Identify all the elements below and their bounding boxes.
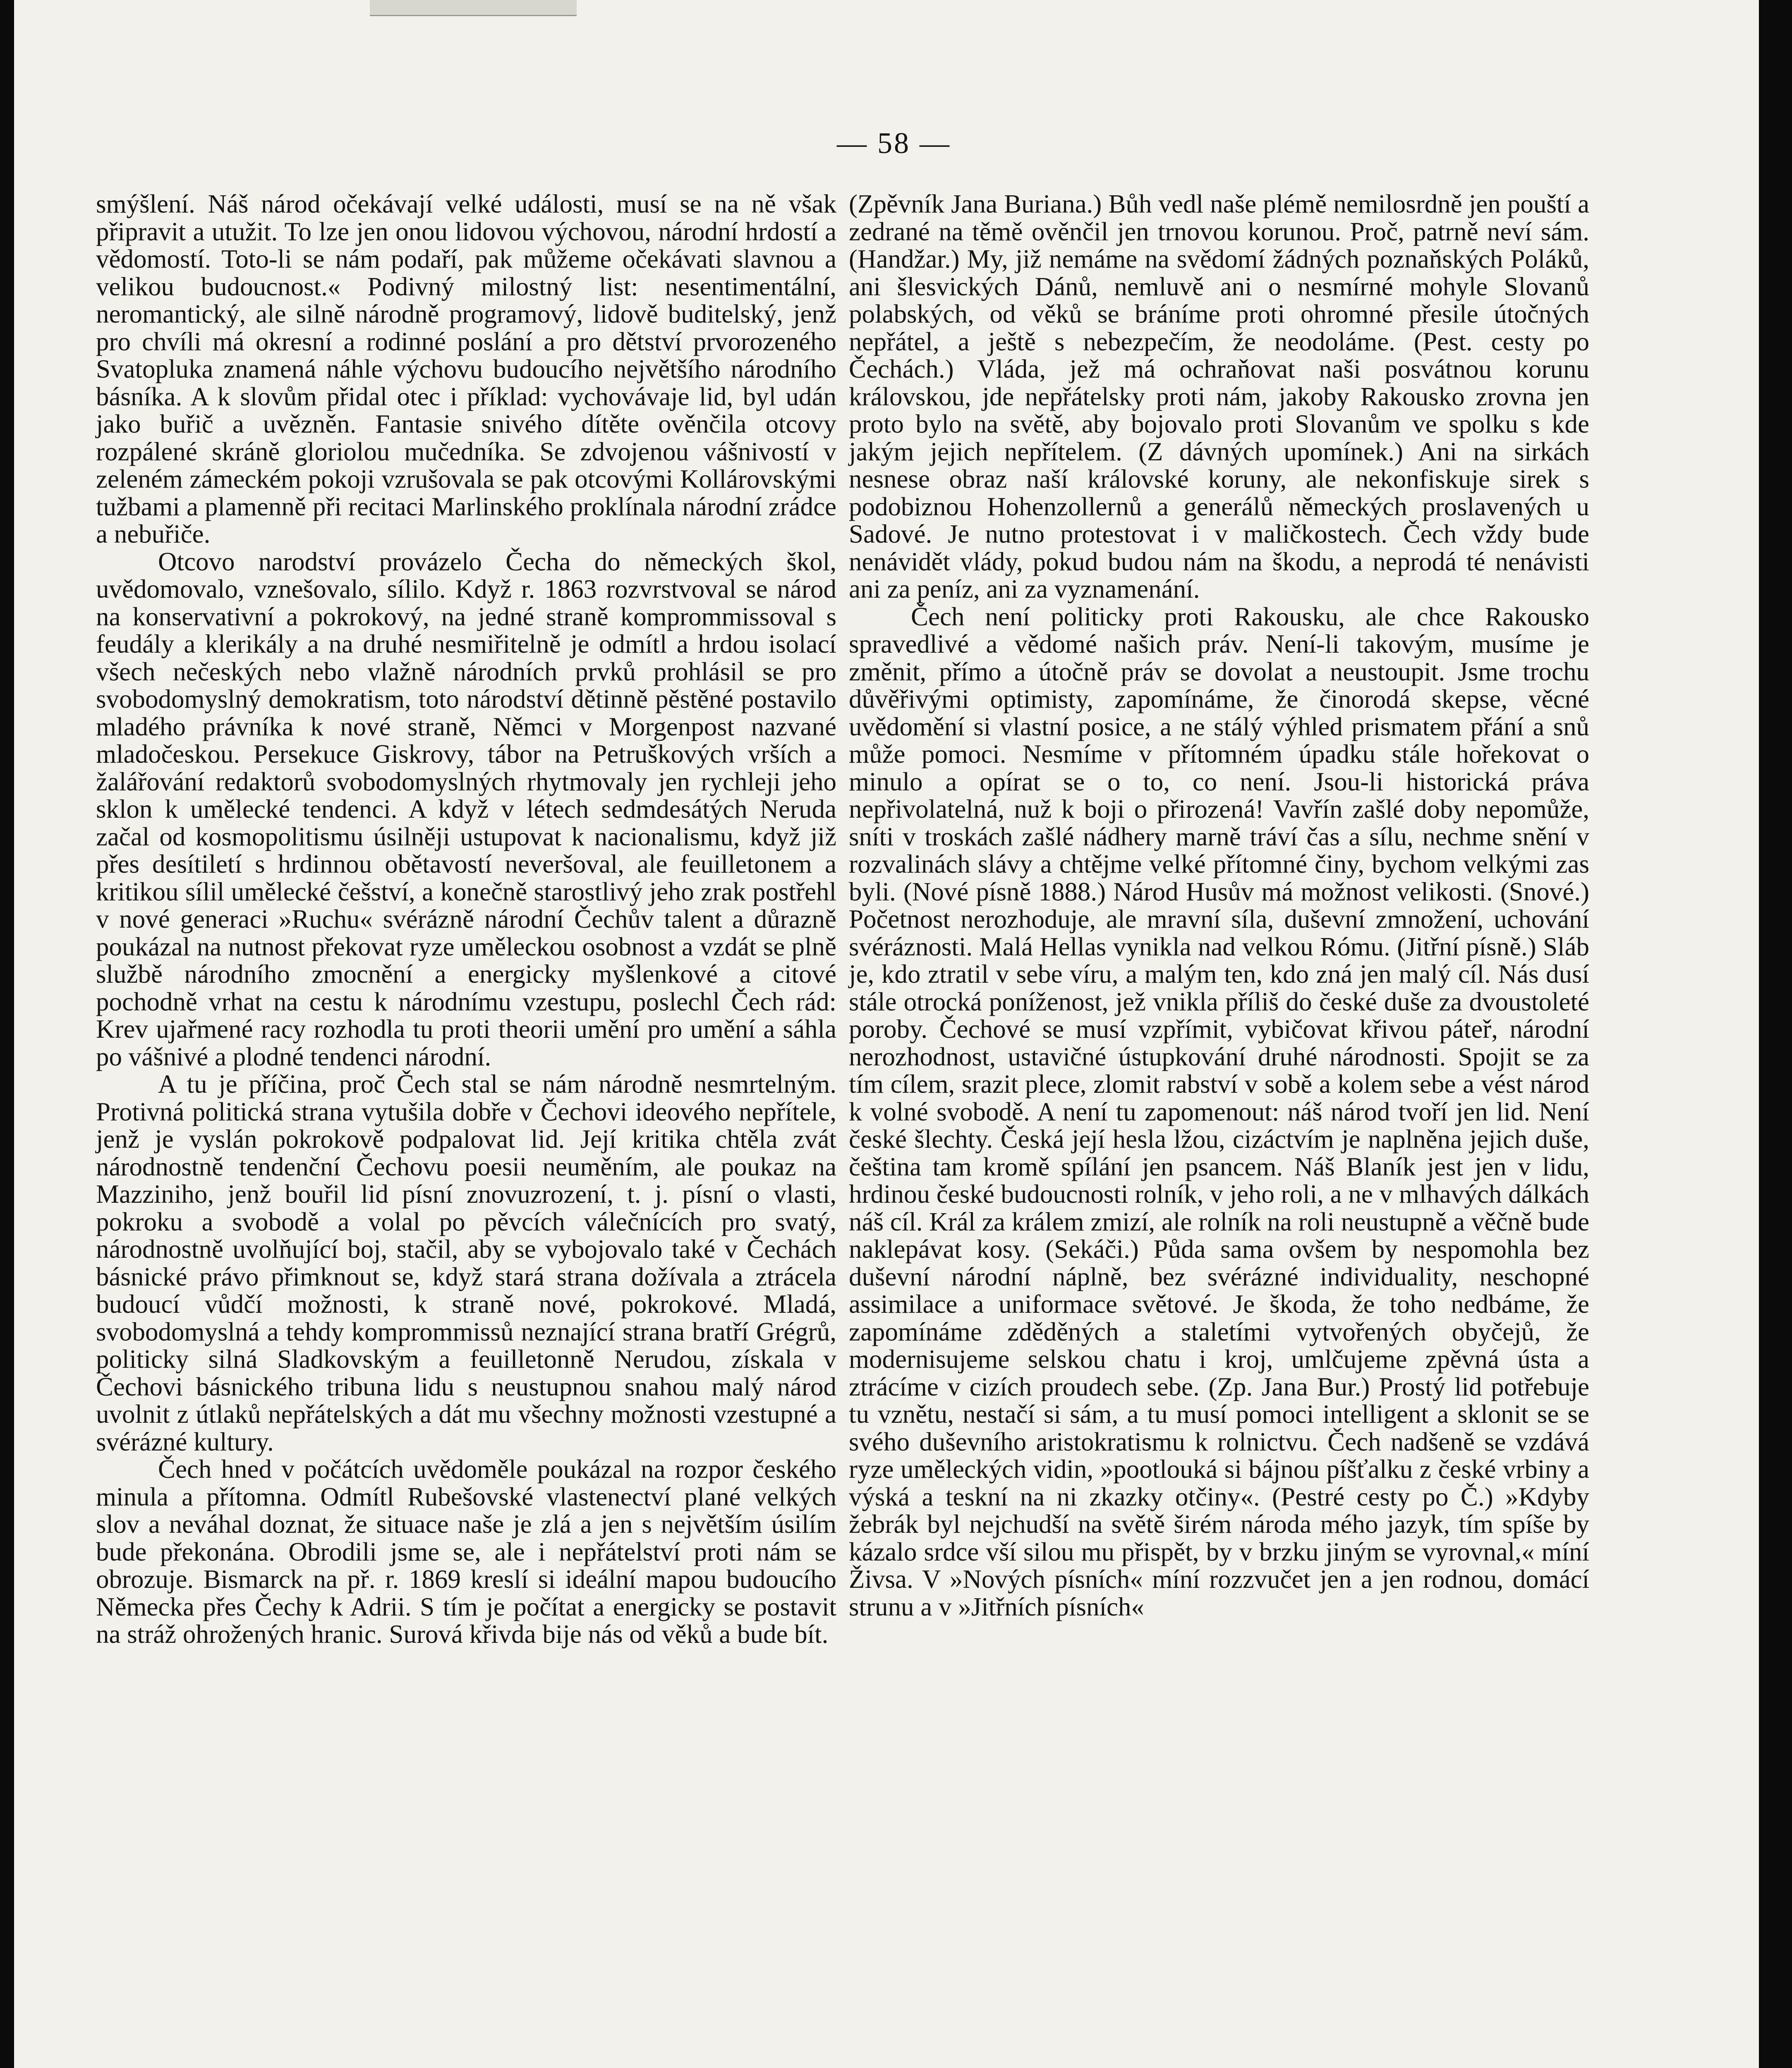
paragraph: smýšlení. Náš národ očekávají velké události, musí se na ně však připravit a utužit. To lze jen onou lidovou výchovou, národní hrdostí a vědomostí. Toto-li se nám podaří, pak můžeme očekávati slavnou a velikou budoucnost.« Podivný milostný list: nesentimentální, neromantický, ale silně národně programový, lidově buditelský, jenž pro chvíli má okresní a rodinné poslání a pro dětství prvorozeného Svatopluka znamená náhle výchovu budoucího největšího národního básníka. A k slovům přidal otec i příklad: vychovávaje lid, byl udán jako buřič a uvězněn. Fantasie snivého dítěte ověnčila otcovy rozpálené skráně gloriolou mučedníka. Se zdvojenou vášnivostí v zeleném zámeckém pokoji vzrušovala se pak otcovými Kollárovskými tužbami a plamenně při recitaci Marlinského proklínala národní zrádce a nebuřiče. <box>96 189 836 548</box>
paragraph: A tu je příčina, proč Čech stal se nám národně nesmrtelným. Protivná politická strana vytušila dobře v Čechovi ideového nepřítele, jenž je vyslán pokrokově podpalovat lid. Její kritika chtěla zvát národnostně tendenční Čechovu poesii neuměním, ale poukaz na Mazziniho, jenž bouřil lid písní znovuzrození, t. j. písní o vlasti, pokroku a svobodě a volal po pěvcích válečnících pro svatý, národnostně uvolňující boj, stačil, aby se vybojovalo také v Čechách básnické právo přimknout se, když stará strana dožívala a ztrácela budoucí vůdčí možnosti, k straně nové, pokrokové. Mladá, svobodomyslná a tehdy komprommissů neznající strana bratří Grégrů, politicky silná Sladkovským a feuilletonně Nerudou, získala v Čechovi básnického tribuna lidu s neustupnou snahou malý národ uvolnit z útlaků nepřátelských a dát mu všechny možnosti vzestupné a svérázné kultury. <box>96 1070 836 1456</box>
right-column <box>849 190 1589 1620</box>
page-tab <box>370 0 577 16</box>
left-column <box>96 190 836 1648</box>
page-number: — 58 — <box>837 127 951 160</box>
scan-border <box>1759 0 1792 2068</box>
paragraph: (Zpěvník Jana Buriana.) Bůh vedl naše plémě nemilosrdně jen pouští a zedrané na těmě ověnčil jen trnovou korunou. Proč, patrně neví sám. (Handžar.) My, již nemáme na svědomí žádných poznaňských Poláků, ani šlesvických Dánů, nemluvě ani o nesmírné mohyle Slovanů polabských, od věků se bráníme proti ohromné přesile útočných nepřátel, a ještě s nebezpečím, že neodoláme. (Pest. cesty po Čechách.) Vláda, jež má ochraňovat naši posvátnou korunu královskou, jde nepřátelsky proti nám, jakoby Rakousko zrovna jen proto bylo na světě, aby bojovalo proti Slovanům ve spolku s kde jakým jejich nepřítelem. (Z dávných upomínek.) Ani na sirkách nesnese obraz naší královské koruny, ale nekonfiskuje sirek s podobiznou Hohenzollernů a generálů německých proslavených u Sadové. Je nutno protestovat i v maličkostech. Čech vždy bude nenávidět vlády, pokud budou nám na škodu, a neprodá té nenávisti ani za peníz, ani za vyznamenání. <box>849 189 1589 603</box>
paragraph: Čech není politicky proti Rakousku, ale chce Rakousko spravedlivé a vědomé našich práv. Není-li takovým, musíme je změnit, přímo a útočně práv se dovolat a neustoupit. Jsme trochu důvěřivými optimisty, zapomínáme, že činorodá skepse, věcné uvědomění si vlastní posice, a ne stálý výhled prismatem přání a snů může pomoci. Nesmíme v přítomném úpadku stále hořekovat o minulo a opírat se o to, co není. Jsou-li historická práva nepřivolatelná, nuž k boji o přirozená! Vavřín zašlé doby nepomůže, sníti v troskách zašlé nádhery marně tráví čas a sílu, nechme snění v rozvalinách slávy a chtějme velké přítomné činy, bychom velkými zas byli. (Nové písně 1888.) Národ Husův má možnost velikosti. (Snové.) Početnost nerozhoduje, ale mravní síla, duševní zmnožení, uchování svéráznosti. Malá Hellas vynikla nad velkou Rómu. (Jitřní písně.) Sláb je, kdo ztratil v sebe víru, a malým ten, kdo zná jen malý cíl. Nás dusí stále otrocká poníženost, jež vnikla příliš do české duše za dvoustoleté poroby. Čechové se musí vzpřímit, vybičovat křivou páteř, národní nerozhodnost, ustavičné ústupkování druhé národnosti. Spojit se za tím cílem, srazit plece, zlomit rabství v sobě a kolem sebe a vést národ k volné svobodě. A není tu zapomenout: náš národ tvoří jen lid. Není české šlechty. Česká její hesla lžou, cizáctvím je naplněna jejich duše, čeština tam kromě spílání jen psancem. Náš Blaník jest jen v lidu, hrdinou české budoucnosti rolník, v jeho roli, a ne v mlhavých dálkách náš cíl. Král za králem zmizí, ale rolník na roli neustupně a věčně bude naklepávat kosy. (Sekáči.) Půda sama ovšem by nespomohla bez duševní národní náplně, bez svérázné individuality, neschopné assimilace a uniformace světové. Je škoda, že toho nedbáme, že zapomínáme zděděných a staletími vytvořených obyčejů, že modernisujeme selskou chatu i kroj, umlčujeme zpěvná ústa a ztrácíme v cizích proudech sebe. (Zp. Jana Bur.) Prostý lid potřebuje tu vznětu, nestačí si sám, a tu musí pomoci intelligent a sklonit se se svého duševního aristokratismu k rolnictvu. Čech nadšeně se vzdává ryze uměleckých vidin, »pootlouká si bájnou píšťalku z české vrbiny a výská a teskní na ni zkazky otčiny«. (Pestré cesty po Č.) »Kdyby žebrák byl nejchudší na světě širém národa mého jazyk, tím spíše by kázalo srdce vší silou mu přispět, by v brzku jiným se vyrovnal,« míní Živsa. V »Nových písních« míní rozzvučet jen a jen rodnou, domácí strunu a v »Jitřních písních« <box>849 602 1589 1621</box>
paragraph: Čech hned v počátcích uvědoměle poukázal na rozpor českého minula a přítomna. Odmítl Rubešovské vlastenectví plané velkých slov a neváhal doznat, že situace naše je zlá a jen s největším úsilím bude překonána. Obrodili jsme se, ale i nepřátelství proti nám se obrozuje. Bismarck na př. r. 1869 kreslí si ideální mapou budoucího Německa přes Čechy k Adrii. S tím je počítat a energicky se postavit na stráž ohrožených hranic. Surová křivda bije nás od věků a bude bít. <box>96 1455 836 1649</box>
paragraph: Otcovo narodství provázelo Čecha do německých škol, uvědomovalo, vznešovalo, sílilo. Když r. 1863 rozvrstvoval se národ na konservativní a pokrokový, na jedné straně komprommissoval s feudály a klerikály a na druhé nesmiřitelně je odmítl a hrdou isolací všech nečeských nebo vlažně národních prvků prohlásil se pro svobodomyslný demokratism, toto národství dětinně pěstěné postavilo mladého právníka k nové straně, Němci v Morgenpost nazvané mladočeskou. Persekuce Giskrovy, tábor na Petruškových vrších a žalářování redaktorů svobodomyslných rhytmovaly jen rychleji jeho sklon k umělecké tendenci. A když v létech sedmdesátých Neruda začal od kosmopolitismu úsilněji ustupovat k nacionalismu, když již přes desítiletí s hrdinnou obětavostí neveršoval, ale feuilletonem a kritikou sílil umělecké češství, a konečně starostlivý jeho zrak postřehl v nové generaci »Ruchu« svérázně národní Čechův talent a důrazně poukázal na nutnost překovat ryze uměleckou osobnost a vzdát se plně službě národního zmocnění a energicky myšlenkové a citové pochodně vrhat na cestu k národnímu vzestupu, poslechl Čech rád: Krev ujařmené racy rozhodla tu proti theorii umění pro umění a sáhla po vášnivé a plodné tendenci národní. <box>96 547 836 1071</box>
book-page <box>14 0 1774 2068</box>
